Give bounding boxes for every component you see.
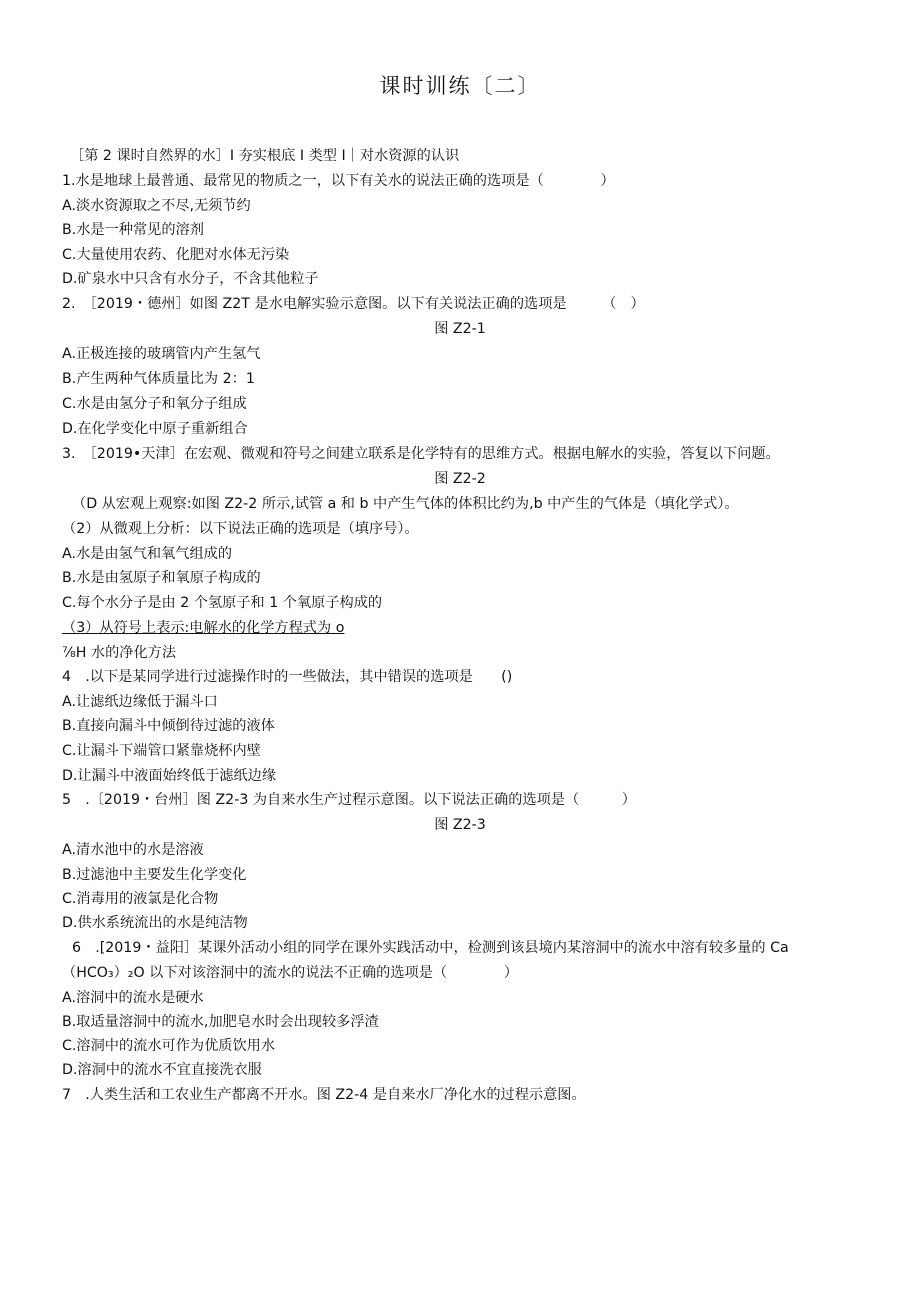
question-2-stem: 2. ［2019・德州］如图 Z2T 是水电解实验示意图。以下有关说法正确的选项是 （ ） bbox=[62, 296, 645, 312]
question-3-stem: 3. ［2019•天津］在宏观、微观和符号之间建立联系是化学特有的思维方式。根据电解水的实验，答复以下问题。 bbox=[62, 446, 780, 462]
section-type-2-header: ⅞H 水的净化方法 bbox=[62, 645, 177, 661]
question-4-option-a: A.让滤纸边缘低于漏斗口 bbox=[62, 694, 218, 710]
question-6-option-a: A.溶洞中的流水是硬水 bbox=[62, 990, 204, 1006]
question-5-option-c: C.消毒用的液氯是化合物 bbox=[62, 891, 219, 907]
question-4-option-d: D.让漏斗中液面始终低于滤纸边缘 bbox=[62, 768, 277, 784]
question-6-stem-line-1: 6 .[2019・益阳］某课外活动小组的同学在课外实践活动中，检测到该县境内某溶洞中的流水中溶有较多量的 Ca bbox=[72, 940, 789, 956]
question-6-stem-line-2: （HCO₃）₂O 以下对该溶洞中的流水的说法不正确的选项是（ ） bbox=[62, 965, 519, 981]
question-3-option-c: C.每个水分子是由 2 个氢原子和 1 个氧原子构成的 bbox=[62, 595, 383, 611]
figure-caption-z2-1: 图 Z2-1 bbox=[434, 321, 486, 337]
page-title: 课时训练〔二〕 bbox=[379, 74, 541, 98]
figure-caption-z2-2: 图 Z2-2 bbox=[434, 471, 486, 487]
question-2-option-c: C.水是由氢分子和氧分子组成 bbox=[62, 396, 247, 412]
question-3-part-3: （3）从符号上表示:电解水的化学方程式为 o bbox=[62, 620, 345, 636]
question-3-option-a: A.水是由氢气和氧气组成的 bbox=[62, 546, 233, 562]
question-6-option-d: D.溶洞中的流水不宜直接洗衣服 bbox=[62, 1062, 262, 1078]
question-3-part-2: （2）从微观上分析：以下说法正确的选项是（填序号）。 bbox=[62, 521, 419, 537]
question-4-option-b: B.直接向漏斗中倾倒待过滤的液体 bbox=[62, 718, 275, 734]
question-2-option-b: B.产生两种气体质量比为 2：1 bbox=[62, 371, 255, 387]
question-5-option-b: B.过滤池中主要发生化学变化 bbox=[62, 867, 247, 883]
question-2-option-d: D.在化学变化中原子重新组合 bbox=[62, 421, 248, 437]
question-5-option-d: D.供水系统流出的水是纯洁物 bbox=[62, 915, 248, 931]
question-4-stem: 4 .以下是某同学进行过滤操作时的一些做法，其中错误的选项是 () bbox=[62, 669, 513, 685]
question-1-option-b: B.水是一种常见的溶剂 bbox=[62, 222, 204, 238]
question-5-option-a: A.清水池中的水是溶液 bbox=[62, 842, 204, 858]
question-4-option-c: C.让漏斗下端管口紧靠烧杯内壁 bbox=[62, 743, 261, 759]
question-3-part-1: （D 从宏观上观察:如图 Z2-2 所示,试管 a 和 b 中产生气体的体积比约为,b 中产生的气体是（填化学式）。 bbox=[72, 496, 739, 512]
question-3-option-b: B.水是由氢原子和氧原子构成的 bbox=[62, 570, 261, 586]
section-header: ［第 2 课时自然界的水］I 夯实根底 I 类型 I｜对水资源的认识 bbox=[70, 148, 460, 164]
figure-caption-z2-3: 图 Z2-3 bbox=[434, 817, 486, 833]
question-6-option-b: B.取适量溶洞中的流水,加肥皂水时会出现较多浮渣 bbox=[62, 1014, 379, 1030]
question-6-option-c: C.溶洞中的流水可作为优质饮用水 bbox=[62, 1038, 276, 1054]
question-1-stem: 1.水是地球上最普通、最常见的物质之一，以下有关水的说法正确的选项是（ ） bbox=[62, 173, 615, 189]
question-7-stem: 7 .人类生活和工农业生产都离不开水。图 Z2-4 是自来水厂净化水的过程示意图。 bbox=[62, 1087, 586, 1103]
question-1-option-c: C.大量使用农药、化肥对水体无污染 bbox=[62, 247, 290, 263]
question-1-option-d: D.矿泉水中只含有水分子，不含其他粒子 bbox=[62, 271, 319, 287]
question-5-stem: 5 .〔2019・台州］图 Z2-3 为自来水生产过程示意图。以下说法正确的选项是（ ） bbox=[62, 792, 636, 808]
question-2-option-a: A.正极连接的玻璃管内产生氢气 bbox=[62, 346, 261, 362]
question-1-option-a: A.淡水资源取之不尽,无须节约 bbox=[62, 198, 251, 214]
